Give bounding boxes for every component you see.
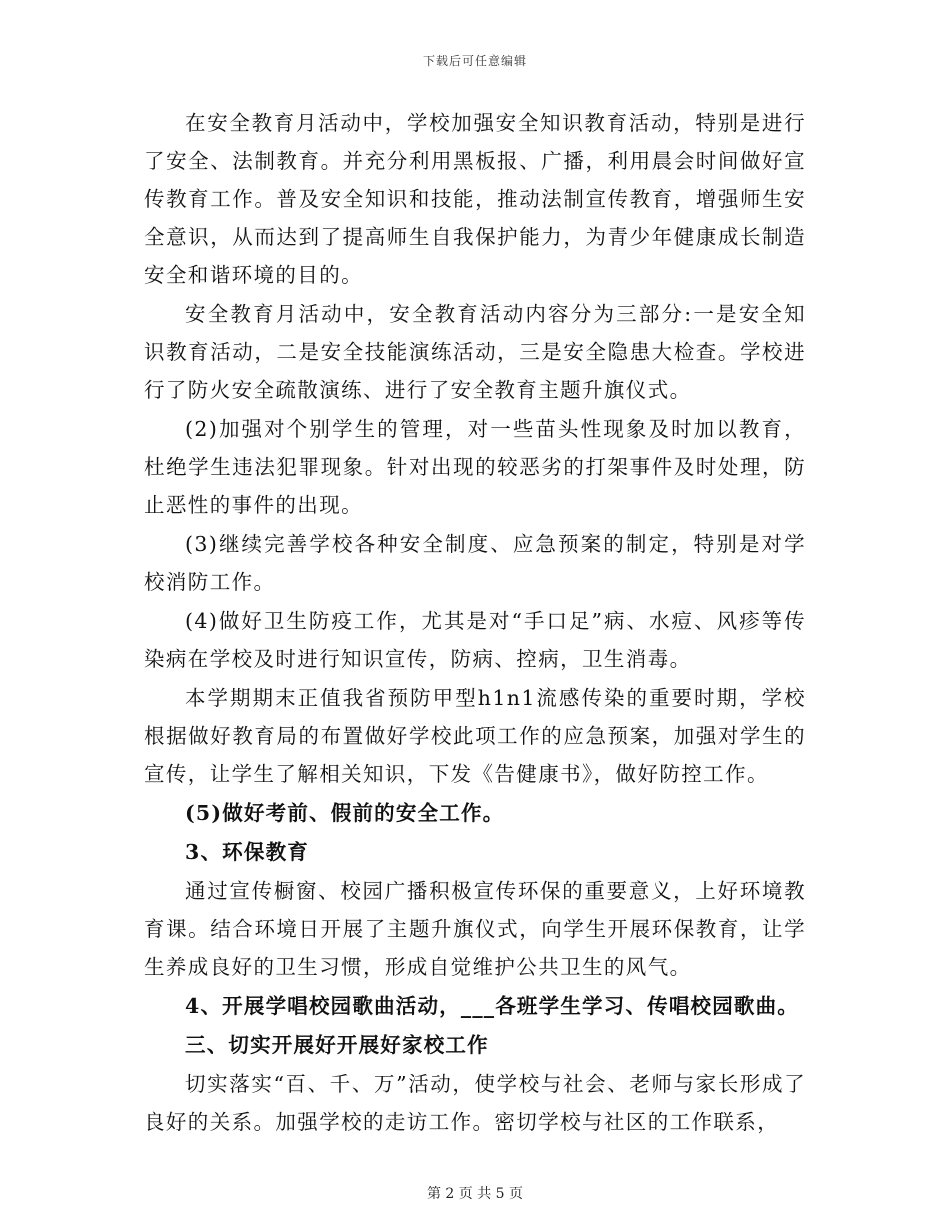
heading-environmental-education: 3、环保教育 xyxy=(185,840,309,864)
paragraph-safety-activities: 安全教育月活动中，安全教育活动内容分为三部分:一是安全知识教育活动，二是安全技能演练活动，三是安全隐患大检查。学校进行了防火安全疏散演练、进行了安全教育主题升旗仪式。 xyxy=(144,302,806,402)
heading-campus-songs: 4、开展学唱校园歌曲活动，___各班学生学习、传唱校园歌曲。 xyxy=(185,994,800,1018)
page-header: 下载后可任意编辑 xyxy=(422,54,527,68)
document-body xyxy=(144,104,806,1142)
paragraph-safety-month: 在安全教育月活动中，学校加强安全知识教育活动，特别是进行了安全、法制教育。并充分利用黑板报、广播，利用晨会时间做好宣传教育工作。普及安全知识和技能，推动法制宣传教育，增强师生安全意识，从而达到了提高师生自我保护能力，为青少年健康成长制造安全和谐环境的目的。 xyxy=(144,111,806,287)
page-number: 第 2 页 共 5 页 xyxy=(426,1186,524,1202)
heading-exam-safety: (5)做好考前、假前的安全工作。 xyxy=(185,801,505,825)
paragraph-environmental-education: 通过宣传橱窗、校园广播积极宣传环保的重要意义，上好环境教育课。结合环境日开展了主题升旗仪式，向学生开展环保教育，让学生养成良好的卫生习惯，形成自觉维护公共卫生的风气。 xyxy=(144,879,806,979)
paragraph-epidemic-prevention: (4)做好卫生防疫工作，尤其是对“手口足”病、水痘、风疹等传染病在学校及时进行知识宣传，防病、控病，卫生消毒。 xyxy=(144,609,806,671)
paragraph-safety-system: (3)继续完善学校各种安全制度、应急预案的制定，特别是对学校消防工作。 xyxy=(144,532,806,594)
paragraph-h1n1-prevention: 本学期期末正值我省预防甲型h1n1流感传染的重要时期，学校根据做好教育局的布置做好学校此项工作的应急预案，加强对学生的宣传，让学生了解相关知识，下发《告健康书》，做好防控工作。 xyxy=(144,686,806,786)
paragraph-home-school-relations: 切实落实“百、千、万”活动，使学校与社会、老师与家长形成了良好的关系。加强学校的走访工作。密切学校与社区的工作联系， xyxy=(144,1072,806,1134)
paragraph-student-management: (2)加强对个别学生的管理，对一些苗头性现象及时加以教育，杜绝学生违法犯罪现象。针对出现的较恶劣的打架事件及时处理，防止恶性的事件的出现。 xyxy=(144,417,806,517)
heading-home-school-work: 三、切实开展好开展好家校工作 xyxy=(185,1033,489,1057)
